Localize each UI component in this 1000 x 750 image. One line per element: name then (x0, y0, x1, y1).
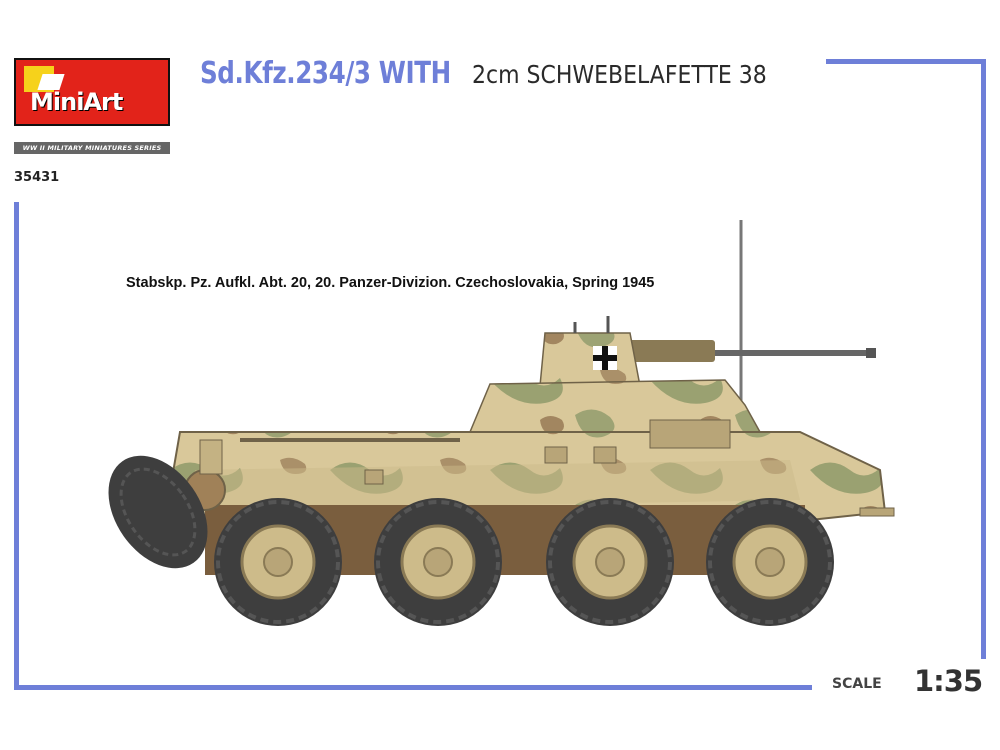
unit-caption: Stabskp. Pz. Aufkl. Abt. 20, 20. Panzer-Divizion. Czechoslovakia, Spring 1945 (126, 275, 655, 291)
scale-label: SCALE (832, 676, 882, 692)
jerry-can (200, 440, 222, 474)
cross-insignia (593, 346, 617, 370)
gun-barrel (700, 350, 876, 356)
title-weapon-name: 2cm SCHWEBELAFETTE 38 (472, 60, 767, 89)
front-bumper (860, 508, 894, 516)
gun-muzzle (866, 348, 876, 358)
product-code: 35431 (14, 170, 60, 185)
road-wheel-1 (214, 498, 342, 626)
side-vent (365, 470, 383, 484)
logo-text: MiniArt (30, 88, 123, 116)
road-wheel-3 (546, 498, 674, 626)
road-wheel-4 (706, 498, 834, 626)
hull-hatch-2 (594, 447, 616, 463)
stowage-box (650, 420, 730, 448)
gun-receiver (625, 340, 715, 362)
gun-mount-shield (540, 333, 640, 386)
hull-hatch (545, 447, 567, 463)
title-vehicle-name: Sd.Kfz.234/3 WITH (200, 56, 451, 91)
road-wheel-2 (374, 498, 502, 626)
series-label: WW II MILITARY MINIATURES SERIES (14, 142, 170, 154)
scale-value: 1:35 (914, 664, 983, 698)
